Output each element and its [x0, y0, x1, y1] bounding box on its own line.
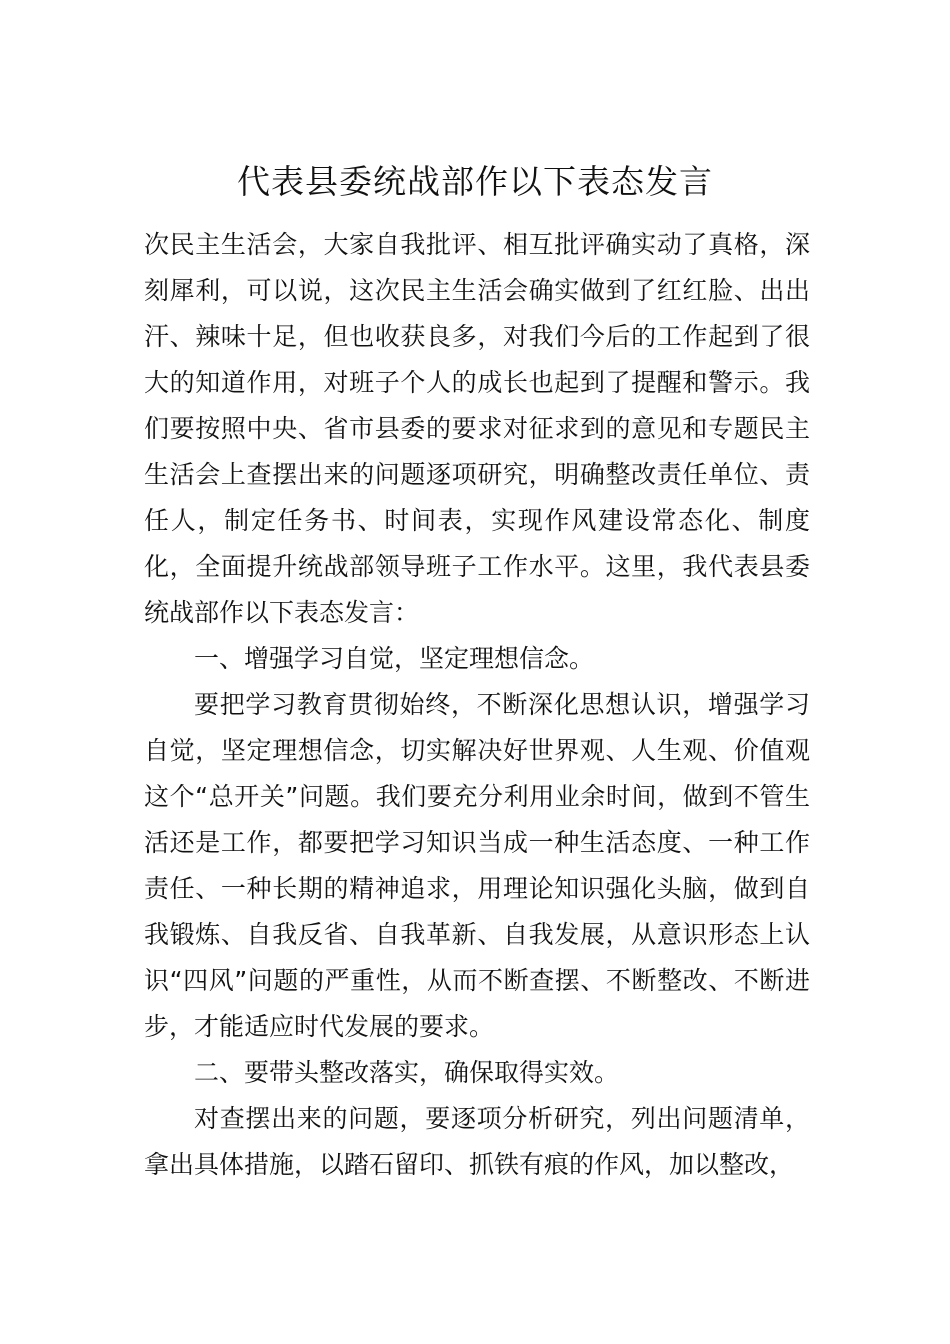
paragraph-section-1: 要把学习教育贯彻始终，不断深化思想认识，增强学习自觉，坚定理想信念，切实解决好世界观、人生观、价值观这个“总开关”问题。我们要充分利用业余时间，做到不管生活还是工作，都要把学习知识当成一种生活态度、一种工作责任、一种长期的精神追求，用理论知识强化头脑，做到自我锻炼、自我反省、自我革新、自我发展，从意识形态上认识“四风”问题的严重性，从而不断查摆、不断整改、不断进步，才能适应时代发展的要求。 [144, 690, 810, 1041]
document-body [144, 222, 810, 1188]
document-title: 代表县委统战部作以下表态发言 [237, 162, 713, 201]
paragraph-section-2: 对查摆出来的问题，要逐项分析研究，列出问题清单，拿出具体措施，以踏石留印、抓铁有痕的作风，加以整改， [144, 1104, 810, 1179]
section-heading-1: 一、增强学习自觉，坚定理想信念。 [194, 644, 595, 673]
section-heading-2: 二、要带头整改落实，确保取得实效。 [194, 1058, 620, 1087]
paragraph-intro: 次民主生活会，大家自我批评、相互批评确实动了真格，深刻犀利，可以说，这次民主生活会确实做到了红红脸、出出汗、辣味十足，但也收获良多，对我们今后的工作起到了很大的知道作用，对班子个人的成长也起到了提醒和警示。我们要按照中央、省市县委的要求对征求到的意见和专题民主生活会上查摆出来的问题逐项研究，明确整改责任单位、责任人，制定任务书、时间表，实现作风建设常态化、制度化，全面提升统战部领导班子工作水平。这里，我代表县委统战部作以下表态发言： [144, 230, 810, 627]
